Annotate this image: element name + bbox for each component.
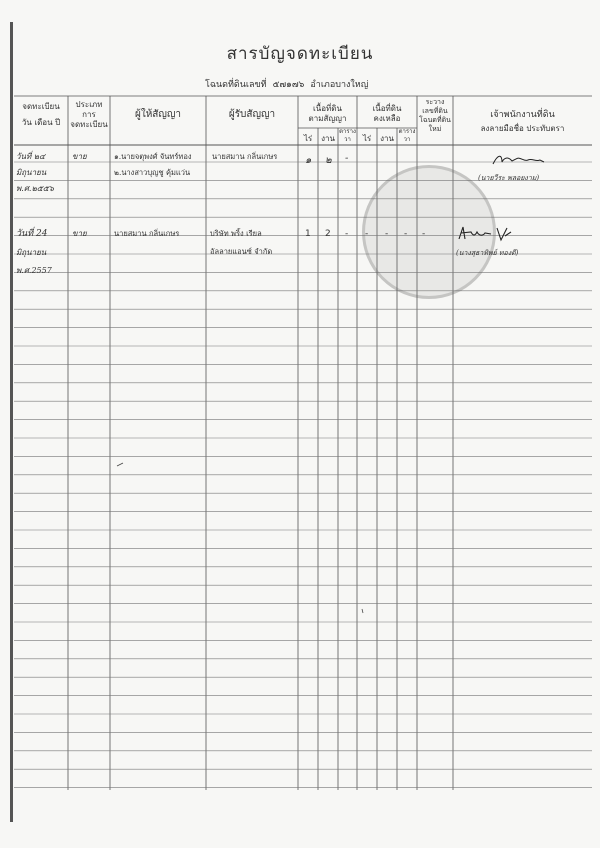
unit-ngan-2: งาน <box>380 134 394 143</box>
entry2-grantee-1: บริษัท พริ้ง เรียล <box>210 229 262 238</box>
entry1-rai: ๑ <box>305 155 312 166</box>
entry1-grantor-2: ๒.นางสาวบุญชู คุ้มแว่น <box>114 168 191 177</box>
entry2-remaining-wa: - <box>404 229 408 239</box>
unit-rai-1: ไร่ <box>303 134 313 143</box>
entry2-date-year: พ.ศ.2557 <box>16 266 52 275</box>
entry2-officer-signature <box>455 224 515 244</box>
entry1-date-month: มิถุนายน <box>16 168 47 177</box>
entry2-remaining-ngan: - <box>385 229 389 239</box>
header-date: จดทะเบียน วัน เดือน ปี <box>21 102 61 127</box>
unit-wa-2: ตาราง วา <box>398 128 416 143</box>
header-area-remaining: เนื้อที่ดิน คงเหลือ <box>372 104 402 123</box>
entry1-date-year: พ.ศ.๒๕๕๖ <box>16 184 54 193</box>
entry1-officer-signature <box>490 152 550 168</box>
entry2-wa: - <box>345 229 349 239</box>
entry2-rai: 1 <box>305 229 311 239</box>
entry1-date-day: วันที่ ๒๔ <box>16 152 46 161</box>
entry2-remaining-rai: - <box>365 229 369 239</box>
entry1-wa: - <box>345 153 349 164</box>
entry2-officer-name: (นางสุธาทิพย์ ทองดี) <box>456 249 519 257</box>
header-type: ประเภท การ จดทะเบียน <box>70 100 108 129</box>
unit-rai-2: ไร่ <box>362 134 372 143</box>
entry1-ngan: ๒ <box>325 155 332 166</box>
deed-number: ๕๗๑๗๖ <box>272 80 305 90</box>
deed-label: โฉนดที่ดินเลขที่ <box>205 80 267 90</box>
header-grantor: ผู้ให้สัญญา <box>134 109 182 120</box>
entry1-grantee-1: นายสมาน กลิ่นเกษร <box>212 152 278 161</box>
header-officer: เจ้าพนักงานที่ดิน ลงลายมือชื่อ ประทับตรา <box>480 110 565 133</box>
entry2-type: ขาย <box>72 229 87 238</box>
header-area-contract: เนื้อที่ดิน ตามสัญญา <box>308 104 347 123</box>
unit-ngan-1: งาน <box>321 134 335 143</box>
entry1-officer-name: (นายวีระ พลอยงาม) <box>478 174 540 182</box>
entry2-remaining-deed: - <box>422 229 426 239</box>
unit-wa-1: ตาราง วา <box>339 128 356 143</box>
entry2-date-day: วันที่ 24 <box>16 229 48 239</box>
header-grantee: ผู้รับสัญญา <box>228 109 276 120</box>
entry2-date-month: มิถุนายน <box>16 248 47 257</box>
entry1-type: ขาย <box>72 152 87 161</box>
entry2-grantee-2: อัลลายแอนซ์ จำกัด <box>210 247 273 256</box>
entry1-grantor-1: ๑.นายจตุพงศ์ จันทร์ทอง <box>114 152 192 161</box>
district: อำเภอบางใหญ่ <box>310 80 369 90</box>
header-deed-ref: ระวาง เลขที่ดิน โฉนดที่ดิน ใหม่ <box>419 98 451 133</box>
entry2-grantor-1: นายสมาน กลิ่นเกษร <box>114 229 180 238</box>
entry2-ngan: 2 <box>325 229 331 239</box>
document-title: สารบัญจดทะเบียน <box>226 44 374 64</box>
